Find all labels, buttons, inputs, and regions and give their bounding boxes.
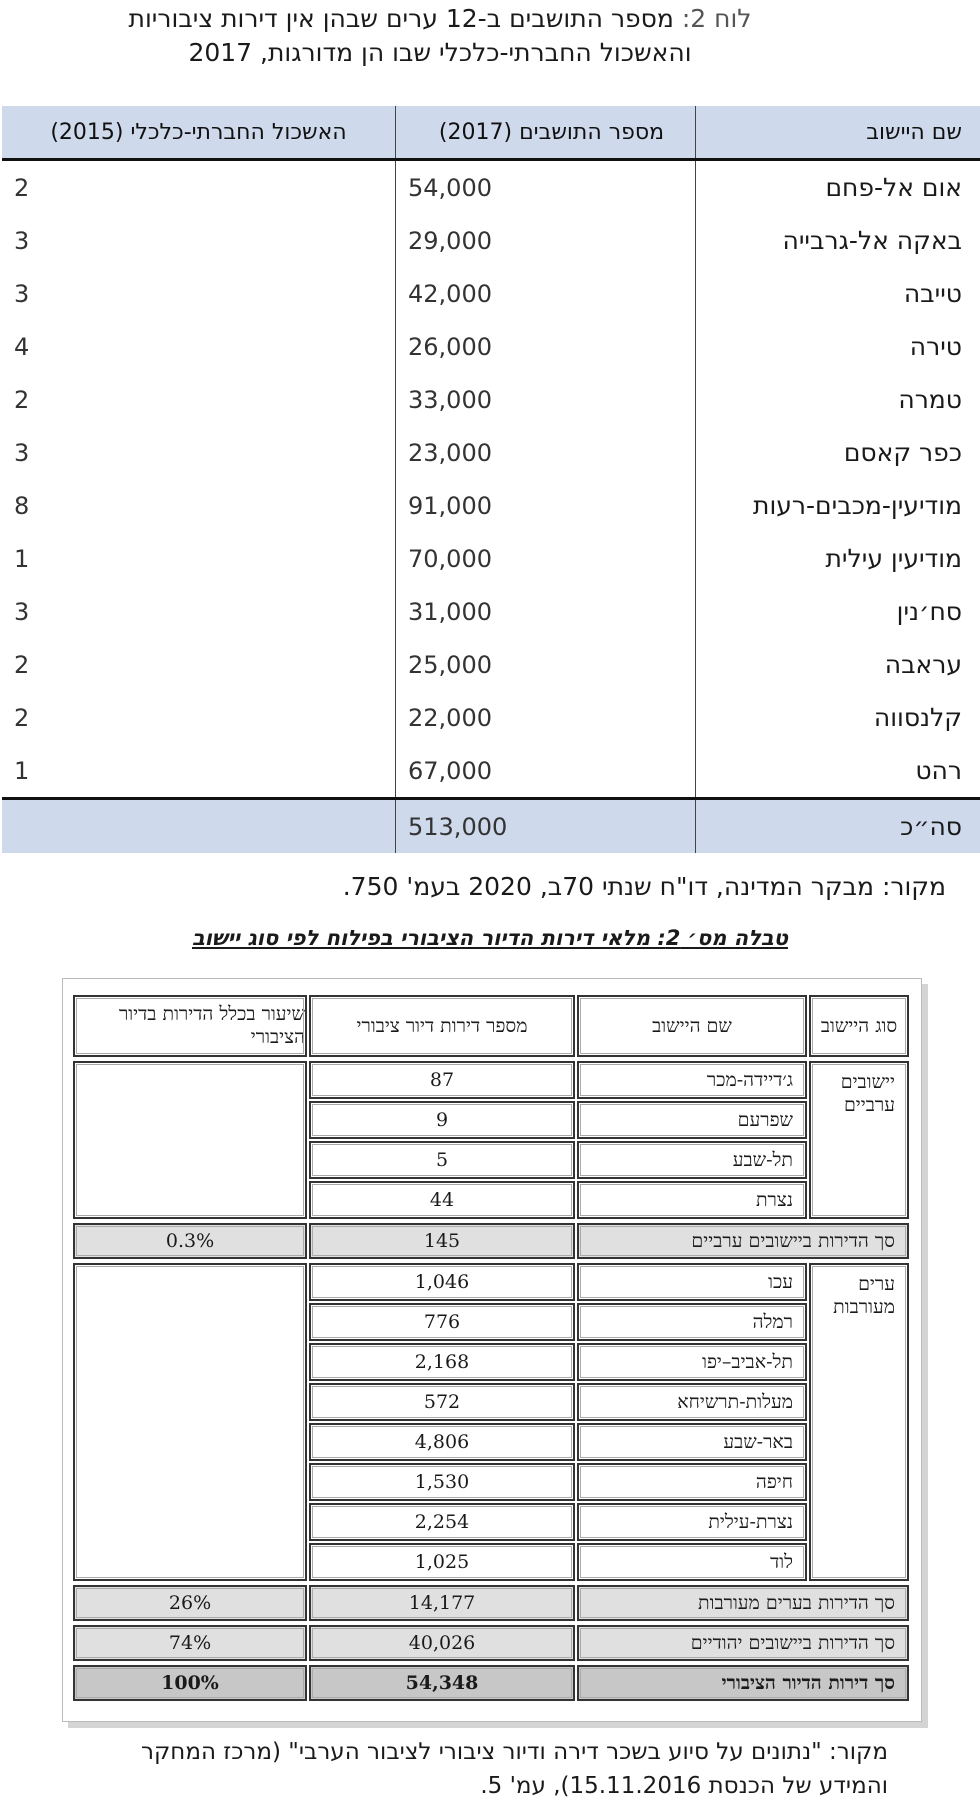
table2-grand-total-count: 54,348	[309, 1665, 575, 1701]
table1	[2, 106, 980, 853]
table1-cell-cluster: 2	[14, 385, 30, 414]
table2-source-line2: והמידע של הכנסת 15.11.2016), עמ' 5.	[480, 1773, 888, 1799]
table2-mixed-count: 776	[309, 1303, 575, 1341]
table2-arab-total-label: סך הדירות ביישובים ערביים	[577, 1223, 909, 1259]
table1-caption-line2: והאשכול החברתי-כלכלי שבו הן מדורגות, 2017	[188, 38, 692, 67]
table2-arab-total-count: 145	[309, 1223, 575, 1259]
table1-cell-residents: 26,000	[395, 320, 695, 373]
table2-header-count: מספר דירות דיור ציבורי	[309, 995, 575, 1057]
table1-row	[2, 426, 980, 479]
table2-arab-count: 44	[309, 1181, 575, 1219]
table1-cell-name: כפר קאסם	[695, 426, 980, 479]
table1-row	[2, 585, 980, 638]
table2-arab-count: 5	[309, 1141, 575, 1179]
table2-mixed-count: 2,168	[309, 1343, 575, 1381]
table1-cell-residents: 33,000	[395, 373, 695, 426]
table2-arab-name: ג׳דיידה-מכר	[577, 1061, 807, 1099]
table2-mixed-count: 1,530	[309, 1463, 575, 1501]
table2-frame	[62, 978, 922, 1722]
table1-caption	[0, 2, 880, 70]
table2-mixed-count: 572	[309, 1383, 575, 1421]
table2-source-line1: מקור: "נתונים על סיוע בשכר דירה ודיור ציבורי לציבור הערבי" (מרכז המחקר	[141, 1739, 888, 1765]
table1-header-name: שם היישוב	[695, 106, 980, 158]
table1-cell-cluster: 8	[14, 491, 30, 520]
table1-cell-cluster: 2	[14, 650, 30, 679]
table1-cell-residents: 29,000	[395, 214, 695, 267]
table2-grand-total-share: 100%	[73, 1665, 307, 1701]
table1-row	[2, 532, 980, 585]
table1-header-cluster: האשכול החברתי-כלכלי (2015)	[50, 119, 347, 145]
table2-mixed-name: תל-אביב–יפו	[577, 1343, 807, 1381]
table2-arab-group-label: יישובים ערביים	[809, 1061, 909, 1219]
table1-cell-residents: 54,000	[395, 161, 695, 214]
table2-arab-count: 9	[309, 1101, 575, 1139]
table2-mixed-name: עכו	[577, 1263, 807, 1301]
table1-cell-residents: 31,000	[395, 585, 695, 638]
table2-jewish-total-share: 74%	[73, 1625, 307, 1661]
table2-mixed-total-label: סך הדירות בערים מעורבות	[577, 1585, 909, 1621]
table1-cell-name: עראבה	[695, 638, 980, 691]
table2-grand-total-label: סך דירות הדיור הציבורי	[577, 1665, 909, 1701]
table1-total-residents: 513,000	[395, 800, 695, 853]
table2-arab-name: שפרעם	[577, 1101, 807, 1139]
table1-cell-name: טייבה	[695, 267, 980, 320]
table1-row	[2, 373, 980, 426]
table1-cell-name: רהט	[695, 744, 980, 797]
table2-mixed-share-empty	[73, 1263, 307, 1581]
table1-cell-cluster: 3	[14, 438, 30, 467]
table1-row	[2, 638, 980, 691]
table1-cell-cluster: 1	[14, 544, 30, 573]
table2-header-type: סוג היישוב	[809, 995, 909, 1057]
table1-cell-residents: 42,000	[395, 267, 695, 320]
table2-mixed-count: 2,254	[309, 1503, 575, 1541]
table2-caption: טבלה מס׳ 2: מלאי דירות הדיור הציבורי בפילוח לפי סוג יישוב	[191, 926, 788, 950]
table2-mixed-count: 4,806	[309, 1423, 575, 1461]
table2-jewish-total-count: 40,026	[309, 1625, 575, 1661]
table1-source: מקור: מבקר המדינה, דו"ח שנתי 70ב, 2020 בעמ' 750.	[342, 872, 946, 901]
table2-header-share: שיעור בכלל הדירות בדיור הציבורי	[73, 995, 307, 1057]
table1-header-residents: מספר התושבים (2017)	[395, 106, 695, 158]
table2-header-name: שם היישוב	[577, 995, 807, 1057]
table1-cell-cluster: 3	[14, 597, 30, 626]
table1-caption-text1: מספר התושבים ב-12 ערים שבהן אין דירות ציבוריות	[128, 4, 674, 33]
table2-mixed-group-label: ערים מעורבות	[809, 1263, 909, 1581]
table1-row	[2, 161, 980, 214]
table1-cell-name: טמרה	[695, 373, 980, 426]
table1-cell-cluster: 1	[14, 756, 30, 785]
table2-mixed-total-share: 26%	[73, 1585, 307, 1621]
table1-cell-cluster: 2	[14, 703, 30, 732]
table1-row	[2, 691, 980, 744]
table1-total-label: סה״כ	[695, 800, 980, 853]
table1-caption-line1	[0, 2, 880, 36]
table1-row	[2, 744, 980, 797]
table2-source	[68, 1735, 888, 1803]
table2-arab-name: נצרת	[577, 1181, 807, 1219]
table2-arab-name: תל-שבע	[577, 1141, 807, 1179]
table1-total-cluster	[2, 800, 395, 853]
table1-cell-name: קלנסווה	[695, 691, 980, 744]
table1-body	[2, 161, 980, 797]
table1-cell-residents: 67,000	[395, 744, 695, 797]
table2-arab-share-empty	[73, 1061, 307, 1219]
table2-mixed-count: 1,025	[309, 1543, 575, 1581]
table1-cell-residents: 25,000	[395, 638, 695, 691]
table1-cell-residents: 70,000	[395, 532, 695, 585]
table1-total-row	[2, 797, 980, 853]
table1-cell-name: סח׳נין	[695, 585, 980, 638]
table2-arab-count: 87	[309, 1061, 575, 1099]
table1-row	[2, 267, 980, 320]
table1-cell-residents: 23,000	[395, 426, 695, 479]
table2-mixed-name: לוד	[577, 1543, 807, 1581]
table1-cell-name: אום אל-פחם	[695, 161, 980, 214]
table1-cell-residents: 91,000	[395, 479, 695, 532]
table1-row	[2, 214, 980, 267]
table1-cell-name: טירה	[695, 320, 980, 373]
table1-caption-prefix: לוח 2:	[681, 4, 752, 33]
table2-jewish-total-label: סך הדירות ביישובים יהודיים	[577, 1625, 909, 1661]
table2-mixed-name: נצרת-עילית	[577, 1503, 807, 1541]
table1-cell-cluster: 3	[14, 226, 30, 255]
table1-cell-residents: 22,000	[395, 691, 695, 744]
table1-cell-cluster: 2	[14, 173, 30, 202]
table1-row	[2, 320, 980, 373]
table2-mixed-name: רמלה	[577, 1303, 807, 1341]
table1-cell-cluster: 4	[14, 332, 30, 361]
table2-mixed-total-count: 14,177	[309, 1585, 575, 1621]
table2-mixed-count: 1,046	[309, 1263, 575, 1301]
table1-header-row	[2, 106, 980, 161]
table1-cell-name: מודיעין-מכבים-רעות	[695, 479, 980, 532]
table2-arab-total-share: 0.3%	[73, 1223, 307, 1259]
table2-mixed-name: באר-שבע	[577, 1423, 807, 1461]
table1-cell-cluster: 3	[14, 279, 30, 308]
table1-cell-name: באקה אל-גרבייה	[695, 214, 980, 267]
table2-mixed-name: מעלות-תרשיחא	[577, 1383, 807, 1421]
table2-mixed-name: חיפה	[577, 1463, 807, 1501]
table1-row	[2, 479, 980, 532]
table1-cell-name: מודיעין עילית	[695, 532, 980, 585]
